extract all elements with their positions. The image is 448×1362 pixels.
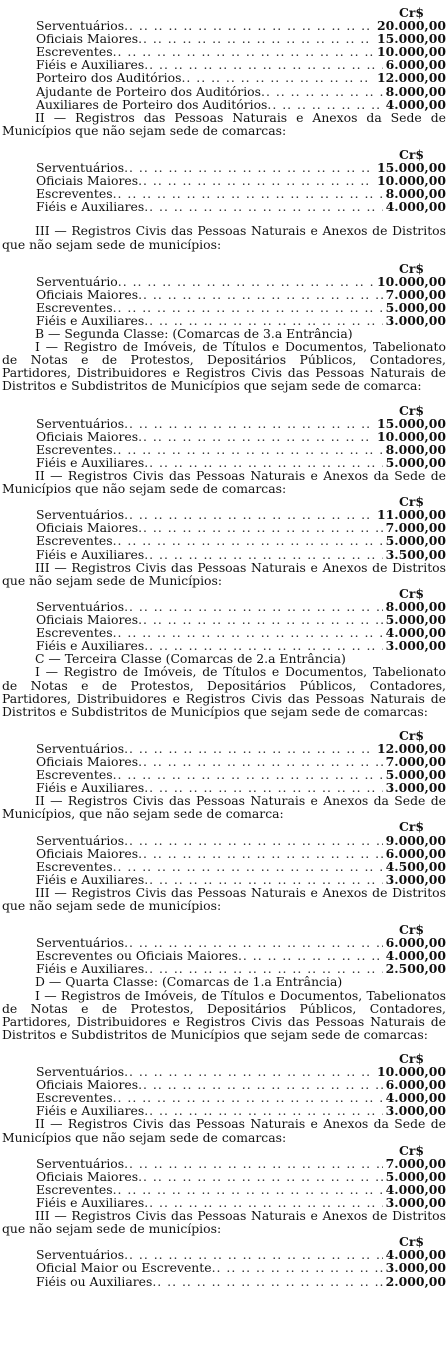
dot-leader (118, 275, 374, 288)
salary-row (2, 1183, 446, 1196)
section-heading: III — Registros Civis das Pessoas Naturais e Anexos de Distritos que não sejam sede de municípios: (2, 884, 446, 913)
dot-leader (124, 742, 374, 755)
salary-amount: 2.500,00 (385, 961, 446, 977)
dot-leader (113, 443, 383, 456)
dot-leader (138, 1170, 383, 1183)
salary-row (2, 534, 446, 547)
dot-leader (113, 301, 383, 314)
currency-header: Cr$ (398, 1142, 424, 1158)
section-heading: II — Registros Civis das Pessoas Naturais e Anexos da Sede de Municípios, que não sejam sede de comarca: (2, 793, 446, 822)
salary-amount: 20.000,00 (377, 18, 446, 34)
dot-leader (138, 32, 374, 45)
salary-amount: 10.000,00 (377, 173, 446, 189)
section-heading: I — Registro de Imóveis, de Títulos e Documentos, Tabelionato de Notas e de Protestos, Depositários Públicos, Contadores, Partidores, Distribuidores e Registros Civis das Pessoas Naturais de Distritos e Subdistritos de Municípios que sejam sede de comarcas: (2, 664, 446, 719)
position-label: Escreventes (36, 186, 113, 202)
salary-amount: 10.000,00 (377, 428, 446, 444)
dot-leader (144, 548, 382, 561)
salary-amount: 5.000,00 (385, 612, 446, 628)
dot-leader (267, 98, 382, 111)
position-label: Serventuários (36, 1247, 125, 1263)
salary-amount: 4.000,00 (385, 1181, 446, 1197)
salary-amount: 12.000,00 (377, 70, 446, 86)
currency-header: Cr$ (398, 1050, 424, 1066)
section-heading: II — Registros Civis das Pessoas Naturais e Anexos da Sede de Municípios que não sejam sede de comarcas: (2, 1116, 446, 1145)
spacer (2, 137, 446, 148)
salary-row (2, 200, 446, 213)
salary-amount: 5.000,00 (385, 454, 446, 470)
position-label: Oficiais Maiores (36, 1077, 139, 1093)
salary-amount: 5.000,00 (385, 299, 446, 315)
dot-leader (113, 1091, 383, 1104)
position-label: Serventuários (36, 160, 125, 176)
section-heading: C — Terceira Classe (Comarcas de 2.a Entrância) (35, 651, 346, 667)
currency-header: Cr$ (398, 585, 424, 601)
position-label: Serventuários (36, 598, 125, 614)
position-label: Oficiais Maiores (36, 520, 139, 536)
salary-row (2, 288, 446, 301)
position-label: Escreventes (36, 441, 113, 457)
position-label: Escreventes ou Oficiais Maiores (36, 948, 238, 964)
section-heading: D — Quarta Classe: (Comarcas de 1.a Entrância) (35, 974, 343, 990)
salary-amount: 5.000,00 (385, 767, 446, 783)
dot-leader (124, 508, 374, 521)
spacer (2, 251, 446, 262)
position-label: Serventuários (36, 935, 125, 951)
salary-amount: 7.000,00 (385, 520, 446, 536)
currency-header: Cr$ (398, 819, 424, 835)
position-label: Oficiais Maiores (36, 1168, 139, 1184)
dot-leader (152, 1275, 382, 1288)
dot-leader (124, 1065, 374, 1078)
salary-row (2, 430, 446, 443)
position-label: Fiéis e Auxiliares (36, 638, 145, 654)
section-heading: II — Registros das Pessoas Naturais e Anexos da Sede de Municípios que não sejam sede de comarcas: (2, 109, 446, 138)
dot-leader (113, 1183, 383, 1196)
position-label: Fiéis e Auxiliares (36, 546, 145, 562)
salary-amount: 3.000,00 (385, 638, 446, 654)
position-label: Escreventes (36, 767, 113, 783)
currency-header: Cr$ (398, 922, 424, 938)
position-label: Fiéis e Auxiliares (36, 1103, 145, 1119)
salary-row (2, 873, 446, 886)
salary-amount: 8.000,00 (385, 598, 446, 614)
dot-leader (138, 613, 383, 626)
currency-header: Cr$ (398, 146, 424, 162)
position-label: Fiéis ou Auxiliares (36, 1273, 153, 1289)
dot-leader (113, 187, 383, 200)
position-label: Oficiais Maiores (36, 428, 139, 444)
salary-amount: 12.000,00 (377, 740, 446, 756)
position-label: Escreventes (36, 625, 113, 641)
dot-leader (124, 19, 374, 32)
position-label: Oficiais Maiores (36, 753, 139, 769)
spacer (2, 1041, 446, 1052)
section-heading: III — Registros Civis das Pessoas Naturais e Anexos de Distritos que não sejam sede de Municípios: (2, 559, 446, 588)
salary-row (2, 1261, 446, 1274)
salary-amount: 9.000,00 (385, 832, 446, 848)
salary-amount: 4.500,00 (385, 858, 446, 874)
salary-amount: 3.000,00 (385, 1194, 446, 1210)
salary-row (2, 417, 446, 430)
salary-amount: 15.000,00 (377, 31, 446, 47)
position-label: Fiéis e Auxiliares (36, 871, 145, 887)
salary-amount: 3.500,00 (385, 546, 446, 562)
dot-leader (238, 949, 383, 962)
salary-amount: 7.000,00 (385, 1155, 446, 1171)
salary-row (2, 85, 446, 98)
salary-row (2, 1275, 446, 1288)
salary-amount: 4.000,00 (385, 625, 446, 641)
position-label: Oficiais Maiores (36, 612, 139, 628)
position-label: Serventuários (36, 507, 125, 523)
salary-amount: 2.000,00 (385, 1273, 446, 1289)
salary-row (2, 847, 446, 860)
salary-row (2, 742, 446, 755)
salary-amount: 3.000,00 (385, 312, 446, 328)
position-label: Oficiais Maiores (36, 286, 139, 302)
spacer (2, 393, 446, 404)
currency-header: Cr$ (398, 402, 424, 418)
dot-leader (113, 860, 383, 873)
salary-amount: 4.000,00 (385, 1090, 446, 1106)
dot-leader (124, 1157, 383, 1170)
position-label: Oficiais Maiores (36, 31, 139, 47)
dot-leader (113, 768, 383, 781)
salary-amount: 5.000,00 (385, 1168, 446, 1184)
dot-leader (138, 288, 383, 301)
position-label: Oficiais Maiores (36, 845, 139, 861)
position-label: Porteiro dos Auditórios (36, 70, 182, 86)
salary-amount: 7.000,00 (385, 286, 446, 302)
currency-header: Cr$ (398, 260, 424, 276)
position-label: Auxiliares de Porteiro dos Auditórios (36, 96, 268, 112)
dot-leader (138, 174, 374, 187)
position-label: Serventuários (36, 740, 125, 756)
salary-row (2, 275, 446, 288)
position-label: Fiéis e Auxiliares (36, 57, 145, 73)
salary-row (2, 98, 446, 111)
section-heading: II — Registros Civis das Pessoas Naturais e Anexos da Sede de Municípios que não sejam sede de comarcas: (2, 468, 446, 497)
position-label: Fiéis e Auxiliares (36, 1194, 145, 1210)
dot-leader (113, 626, 383, 639)
salary-row (2, 860, 446, 873)
salary-row (2, 301, 446, 314)
salary-row (2, 1157, 446, 1170)
salary-amount: 4.000,00 (385, 96, 446, 112)
salary-amount: 4.000,00 (385, 199, 446, 215)
position-label: Serventuários (36, 18, 125, 34)
position-label: Escreventes (36, 533, 113, 549)
salary-amount: 10.000,00 (377, 1064, 446, 1080)
position-label: Fiéis e Auxiliares (36, 961, 145, 977)
salary-amount: 10.000,00 (377, 44, 446, 60)
dot-leader (124, 417, 374, 430)
dot-leader (124, 834, 383, 847)
section-heading: III — Registros Civis das Pessoas Naturais e Anexos de Distritos que não sejam sede de municípios: (2, 1208, 446, 1237)
salary-amount: 6.000,00 (385, 1077, 446, 1093)
position-label: Escreventes (36, 858, 113, 874)
position-label: Escreventes (36, 1090, 113, 1106)
salary-amount: 15.000,00 (377, 160, 446, 176)
dot-leader (144, 873, 382, 886)
salary-amount: 6.000,00 (385, 845, 446, 861)
dot-leader (138, 521, 383, 534)
salary-amount: 3.000,00 (385, 1103, 446, 1119)
salary-amount: 4.000,00 (385, 1247, 446, 1263)
position-label: Serventuários (36, 1064, 125, 1080)
salary-amount: 8.000,00 (385, 83, 446, 99)
dot-leader (138, 847, 383, 860)
currency-header: Cr$ (398, 727, 424, 743)
spacer (2, 718, 446, 729)
position-label: Escreventes (36, 299, 113, 315)
dot-leader (124, 600, 383, 613)
salary-row (2, 834, 446, 847)
dot-leader (212, 1261, 383, 1274)
salary-row (2, 443, 446, 456)
position-label: Escreventes (36, 44, 113, 60)
salary-row (2, 71, 446, 84)
position-label: Serventuário (36, 273, 118, 289)
position-label: Serventuários (36, 415, 125, 431)
salary-amount: 6.000,00 (385, 935, 446, 951)
position-label: Fiéis e Auxiliares (36, 454, 145, 470)
salary-amount: 15.000,00 (377, 415, 446, 431)
currency-header: Cr$ (398, 494, 424, 510)
section-heading: III — Registros Civis das Pessoas Naturais e Anexos de Distritos que não sejam sede de municípios: (2, 223, 446, 252)
position-label: Oficial Maior ou Escrevente (36, 1260, 212, 1276)
dot-leader (144, 200, 382, 213)
position-label: Serventuários (36, 1155, 125, 1171)
spacer (2, 912, 446, 923)
salary-amount: 3.000,00 (385, 871, 446, 887)
section-heading: I — Registros de Imóveis, de Títulos e Documentos, Tabelionatos de Notas e de Protestos, Depositários Públicos, Contadores, Partidores, Distribuidores e Registros Civis das Pessoas Naturais de Distritos e Subdistritos de Municípios que sejam sede de comarcas: (2, 987, 446, 1042)
currency-header: Cr$ (398, 5, 424, 20)
currency-header: Cr$ (398, 1234, 424, 1250)
dot-leader (124, 161, 374, 174)
salary-amount: 6.000,00 (385, 57, 446, 73)
position-label: Fiéis e Auxiliares (36, 199, 145, 215)
position-label: Serventuários (36, 832, 125, 848)
position-label: Escreventes (36, 1181, 113, 1197)
position-label: Ajudante de Porteiro dos Auditórios (36, 83, 261, 99)
salary-row (2, 1170, 446, 1183)
salary-amount: 3.000,00 (385, 1260, 446, 1276)
dot-leader (113, 45, 374, 58)
dot-leader (113, 534, 383, 547)
salary-amount: 4.000,00 (385, 948, 446, 964)
dot-leader (181, 71, 374, 84)
position-label: Oficiais Maiores (36, 173, 139, 189)
dot-leader (138, 755, 383, 768)
salary-amount: 8.000,00 (385, 186, 446, 202)
salary-amount: 7.000,00 (385, 753, 446, 769)
salary-amount: 5.000,00 (385, 533, 446, 549)
section-heading: B — Segunda Classe: (Comarcas de 3.a Entrância) (35, 326, 353, 342)
dot-leader (138, 1078, 383, 1091)
dot-leader (138, 430, 374, 443)
salary-amount: 11.000,00 (377, 507, 446, 523)
salary-amount: 8.000,00 (385, 441, 446, 457)
salary-row (2, 548, 446, 561)
salary-amount: 10.000,00 (377, 273, 446, 289)
section-heading: I — Registro de Imóveis, de Títulos e Documentos, Tabelionato de Notas e de Protestos, Depositários Públicos, Contadores, Partidores, Distribuidores e Registros Civis das Pessoas Naturais de Distritos e Subdistritos de Municípios que sejam sede de comarca: (2, 339, 446, 394)
dot-leader (261, 85, 383, 98)
salary-amount: 3.000,00 (385, 780, 446, 796)
position-label: Fiéis e Auxiliares (36, 312, 145, 328)
position-label: Fiéis e Auxiliares (36, 780, 145, 796)
